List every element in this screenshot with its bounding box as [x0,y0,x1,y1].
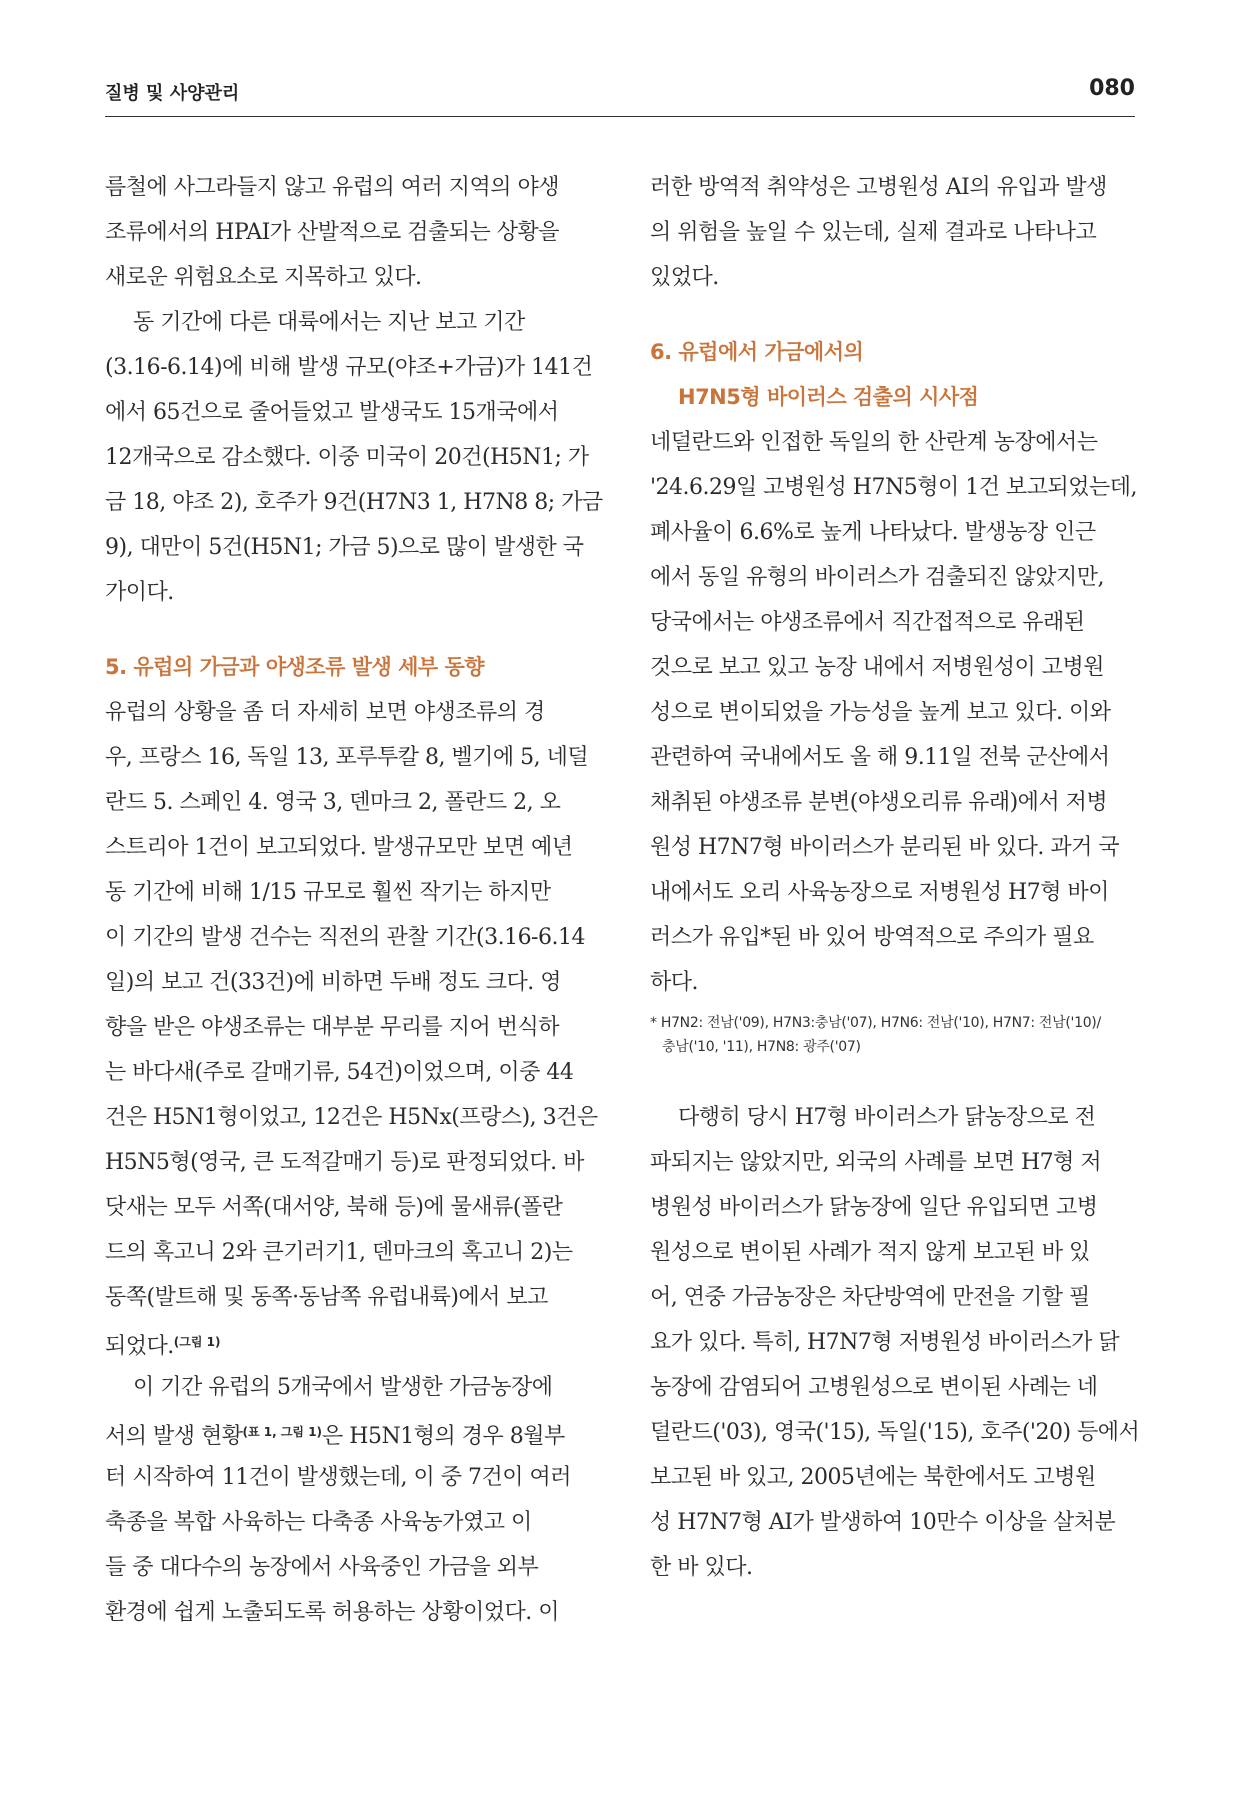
text-line: 러한 방역적 취약성은 고병원성 AI의 유입과 발생 [650,175,1107,200]
text-line [105,1410,585,1455]
text-line: 9), 대만이 5건(H5N1; 가금 5)으로 많이 발생한 국 [105,535,584,560]
running-header-section: 질병 및 사양관리 [105,83,240,104]
text-line: 란드 5. 스페인 4. 영국 3, 덴마크 2, 폴란드 2, 오 [105,790,561,815]
text-fragment: 은 H5N1형의 경우 8월부 [322,1424,565,1449]
text-line: 가이다. [105,580,174,605]
text-line: 에서 65건으로 줄어들었고 발생국도 15개국에서 [105,400,559,425]
text-line: 들 중 대다수의 농장에서 사육중인 가금을 외부 [105,1555,539,1580]
text-line: 러스가 유입*된 바 있어 방역적으로 주의가 필요 [650,925,1094,950]
text-line: 이 기간 유럽의 5개국에서 발생한 가금농장에 [133,1375,553,1400]
text-line: 네덜란드와 인접한 독일의 한 산란계 농장에서는 [650,430,1098,455]
figure-reference: (그림 1) [173,1335,221,1349]
text-line: 금 18, 야조 2), 호주가 9건(H7N3 1, H7N8 8; 가금 [105,490,603,515]
text-line: 드의 혹고니 2와 큰기러기1, 덴마크의 혹고니 2)는 [105,1240,573,1265]
text-line: 덜란드('03), 영국('15), 독일('15), 호주('20) 등에서 [650,1420,1140,1445]
section-6-heading-cont: H7N5형 바이러스 검출의 시사점 [678,385,979,409]
text-line: 폐사율이 6.6%로 높게 나타났다. 발생농장 인근 [650,520,1096,545]
text-line: 채취된 야생조류 분변(야생오리류 유래)에서 저병 [650,790,1108,815]
text-line: 동 기간에 다른 대륙에서는 지난 보고 기간 [133,310,525,335]
right-column [650,165,1140,1590]
farms-paragraph [105,1365,585,1635]
text-line: 일)의 보고 건(33건)에 비하면 두배 정도 크다. 영 [105,970,561,995]
text-line: 우, 프랑스 16, 독일 13, 포루투칼 8, 벨기에 5, 네덜 [105,745,589,770]
text-line: 터 시작하여 11건이 발생했는데, 이 중 7건이 여러 [105,1465,571,1490]
text-fragment: 서의 발생 현황 [105,1424,243,1449]
text-line: 원성 H7N7형 바이러스가 분리된 바 있다. 과거 국 [650,835,1120,860]
footnote-line: 충남('10, '11), H7N8: 광주('07) [662,1039,861,1055]
text-line: H5N5형(영국, 큰 도적갈매기 등)로 판정되었다. 바 [105,1150,584,1175]
text-line: '24.6.29일 고병원성 H7N5형이 1건 보고되었는데, [650,475,1137,500]
text-line: 유럽의 상황을 좀 더 자세히 보면 야생조류의 경 [105,700,545,725]
text-line: 내에서도 오리 사육농장으로 저병원성 H7형 바이 [650,880,1109,905]
text-line: 농장에 감염되어 고병원성으로 변이된 사례는 네 [650,1375,1098,1400]
text-line: 하다. [650,970,698,995]
text-line: 파되지는 않았지만, 외국의 사례를 보면 H7형 저 [650,1150,1102,1175]
continuation-paragraph [650,165,1130,300]
text-line: 당국에서는 야생조류에서 직간접적으로 유래된 [650,610,1085,635]
text-line: (3.16-6.14)에 비해 발생 규모(야조+가금)가 141건 [105,355,593,380]
text-line: 12개국으로 감소했다. 이중 미국이 20건(H5N1; 가 [105,445,589,470]
text-line: 다행히 당시 H7형 바이러스가 닭농장으로 전 [678,1105,1096,1130]
text-line: 는 바다새(주로 갈매기류, 54건)이었으며, 이중 44 [105,1060,574,1085]
section-6-paragraph [650,420,1137,1005]
page-number: 080 [1089,76,1135,101]
header-divider [105,116,1135,117]
text-line: 성 H7N7형 AI가 발생하여 10만수 이상을 살처분 [650,1510,1116,1535]
text-line: 이 기간의 발생 건수는 직전의 관찰 기간(3.16-6.14 [105,925,585,950]
text-line: 있었다. [650,265,719,290]
section-5-heading: 5. 유럽의 가금과 야생조류 발생 세부 동향 [105,655,485,679]
text-line: 동 기간에 비해 1/15 규모로 훨씬 작기는 하지만 [105,880,551,905]
text-line: 한 바 있다. [650,1555,753,1580]
section-6-heading: 6. 유럽에서 가금에서의 [650,340,864,364]
text-line: 향을 받은 야생조류는 대부분 무리를 지어 번식하 [105,1015,560,1040]
left-column [105,165,603,1635]
text-line: 조류에서의 HPAI가 산발적으로 검출되는 상황을 [105,220,560,245]
text-line: 스트리아 1건이 보고되었다. 발생규모만 보면 예년 [105,835,573,860]
continents-paragraph [105,300,603,615]
intro-paragraph [105,165,585,300]
text-line: 관련하여 국내에서도 올 해 9.11일 전북 군산에서 [650,745,1110,770]
table-figure-reference: (표 1, 그림 1) [242,1425,323,1439]
text-line: 건은 H5N1형이었고, 12건은 H5Nx(프랑스), 3건은 [105,1105,598,1130]
text-line: 에서 동일 유형의 바이러스가 검출되진 않았지만, [650,565,1105,590]
text-line: 성으로 변이되었을 가능성을 높게 보고 있다. 이와 [650,700,1111,725]
text-line: 새로운 위험요소로 지목하고 있다. [105,265,422,290]
text-line: 것으로 보고 있고 농장 내에서 저병원성이 고병원 [650,655,1105,680]
text-fragment: 되었다. [105,1334,174,1359]
text-line: 원성으로 변이된 사례가 적지 않게 보고된 바 있 [650,1240,1090,1265]
text-line: 병원성 바이러스가 닭농장에 일단 유입되면 고병 [650,1195,1098,1220]
text-line: 환경에 쉽게 노출되도록 허용하는 상황이었다. 이 [105,1600,560,1625]
section-5-paragraph [105,690,598,1365]
text-line: 동쪽(발트해 및 동쪽·동남쪽 유럽내륙)에서 보고 [105,1285,548,1310]
text-line: 축종을 복합 사육하는 다축종 사육농가였고 이 [105,1510,532,1535]
footnote [650,1011,1130,1059]
text-line: 름철에 사그라들지 않고 유럽의 여러 지역의 야생 [105,175,560,200]
text-line: 닷새는 모두 서쪽(대서양, 북해 등)에 물새류(폴란 [105,1195,563,1220]
text-line: 의 위험을 높일 수 있는데, 실제 결과로 나타나고 [650,220,1097,245]
text-line [105,1320,585,1365]
text-line: 보고된 바 있고, 2005년에는 북한에서도 고병원 [650,1465,1096,1490]
footnote-line: * H7N2: 전남('09), H7N3:충남('07), H7N6: 전남('10), H7N7: 전남('10)/ [650,1015,1101,1031]
text-line: 요가 있다. 특히, H7N7형 저병원성 바이러스가 닭 [650,1330,1120,1355]
text-line: 어, 연중 가금농장은 차단방역에 만전을 기할 필 [650,1285,1090,1310]
closing-paragraph [650,1095,1140,1590]
